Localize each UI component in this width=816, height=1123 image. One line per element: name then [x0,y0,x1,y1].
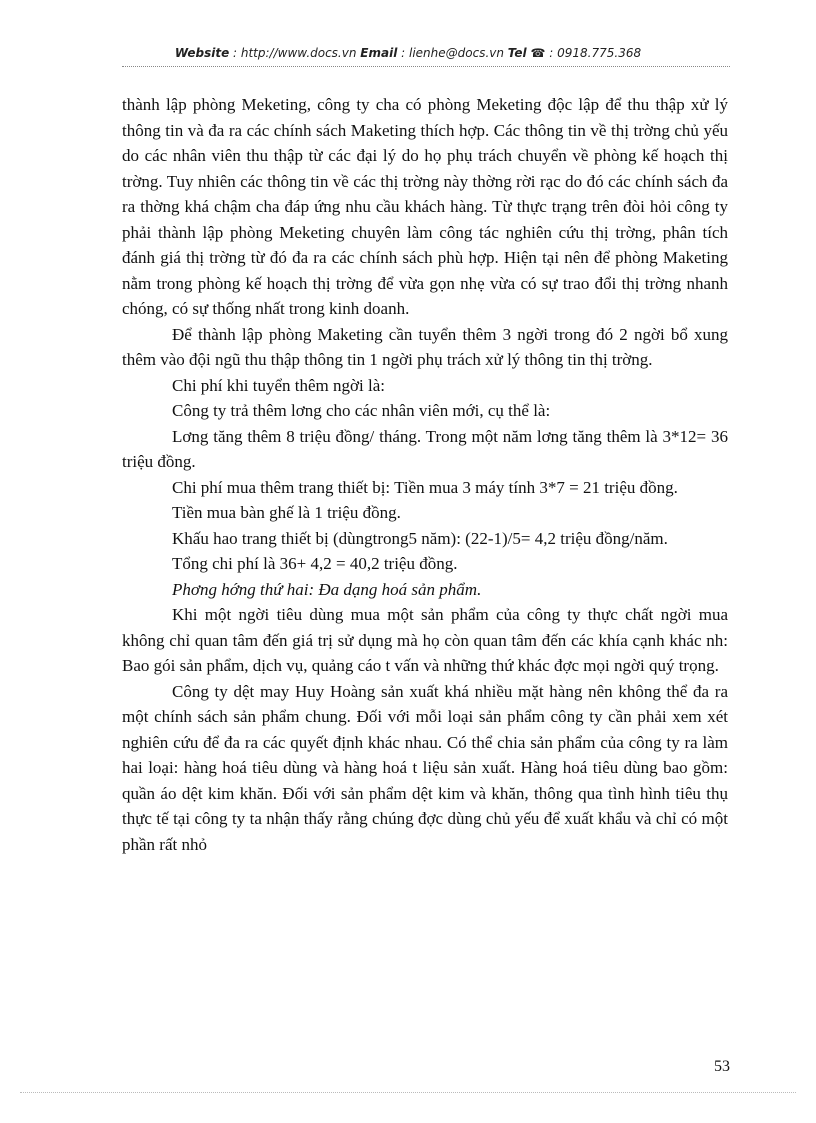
page-header [0,46,816,60]
tel-label: Tel [507,46,527,60]
paragraph: Công ty dệt may Huy Hoàng sản xuất khá nhiều mặt hàng nên không thể đa ra một chính sách sản phẩm chung. Đối với mỗi loại sản phẩm công ty cần phải xem xét nghiên cứu để đa ra các quyết định khác nhau. Có thể chia sản phẩm của công ty ra làm hai loại: hàng hoá tiêu dùng và hàng hoá t liệu sản xuất. Hàng hoá tiêu dùng bao gồm: quần áo dệt kim khăn. Đối với sản phẩm dệt kim và khăn, thông qua tình hình tiêu thụ thực tế tại công ty ta nhận thấy rằng chúng đợc dùng chủ yếu để xuất khẩu và chỉ có một phần rất nhỏ [122,681,728,854]
website-label: Website [174,46,230,60]
footer-divider [20,1092,796,1093]
paragraph: Chi phí mua thêm trang thiết bị: Tiền mua 3 máy tính 3*7 = 21 triệu đồng. [172,477,678,497]
page-number: 53 [714,1058,730,1075]
paragraph: Khấu hao trang thiết bị (dùngtrong5 năm): (22-1)/5= 4,2 triệu đồng/năm. [172,528,668,548]
document-body [122,92,728,857]
paragraph: Khi một ngời tiêu dùng mua một sản phẩm của công ty thực chất ngời mua không chỉ quan tâm đến giá trị sử dụng mà họ còn quan tâm đến các khía cạnh khác nh: Bao gói sản phẩm, dịch vụ, quảng cáo t vấn và những thứ khác đợc mọi ngời quý trọng. [122,605,728,675]
paragraph: Tổng chi phí là 36+ 4,2 = 40,2 triệu đồng. [172,554,458,573]
tel-value: : 0918.775.368 [545,46,642,60]
paragraph: Tiền mua bàn ghế là 1 triệu đồng. [172,503,401,522]
website-value[interactable]: : http://www.docs.vn [229,46,361,60]
header-divider [122,66,730,67]
section-heading: Phơng hớng thứ hai: Đa dạng hoá sản phẩm. [172,579,482,599]
phone-icon: ☎ [530,46,546,60]
paragraph: thành lập phòng Meketing, công ty cha có phòng Meketing độc lập để thu thập xử lý thông tin và đa ra các chính sách Maketing thích hợp. Các thông tin về thị trờng chủ yếu do các nhân viên thu thập từ các đại lý do họ phụ trách chuyển về phòng kế hoạch thị trờng. Tuy nhiên các thông tin về các thị trờng này thờng rời rạc do đó các chính sách đa ra thờng khá chậm cha đáp ứng nhu cầu khách hàng. Từ thực trạng trên đòi hỏi công ty phải thành lập phòng Meketing chuyên làm công tác nghiên cứu thị trờng, phân tích đánh giá thị trờng từ đó đa ra các chính sách phù hợp. Hiện tại nên để phòng Maketing nằm trong phòng kế hoạch thị trờng để vừa gọn nhẹ vừa có sự trao đổi thị trờng nhanh chóng, có sự thống nhất trong kinh doanh. [122,95,728,318]
email-value[interactable]: : lienhe@docs.vn [397,46,508,60]
email-label: Email [360,46,398,60]
paragraph: Công ty trả thêm lơng cho các nhân viên mới, cụ thể là: [172,401,551,420]
paragraph: Lơng tăng thêm 8 triệu đồng/ tháng. Trong một năm lơng tăng thêm là 3*12= 36 triệu đồng. [122,426,728,471]
paragraph: Chi phí khi tuyển thêm ngời là: [172,375,385,395]
paragraph: Để thành lập phòng Maketing cần tuyển thêm 3 ngời trong đó 2 ngời bổ xung thêm vào đội ngũ thu thập thông tin 1 ngời phụ trách xử lý thông tin thị trờng. [122,324,728,369]
